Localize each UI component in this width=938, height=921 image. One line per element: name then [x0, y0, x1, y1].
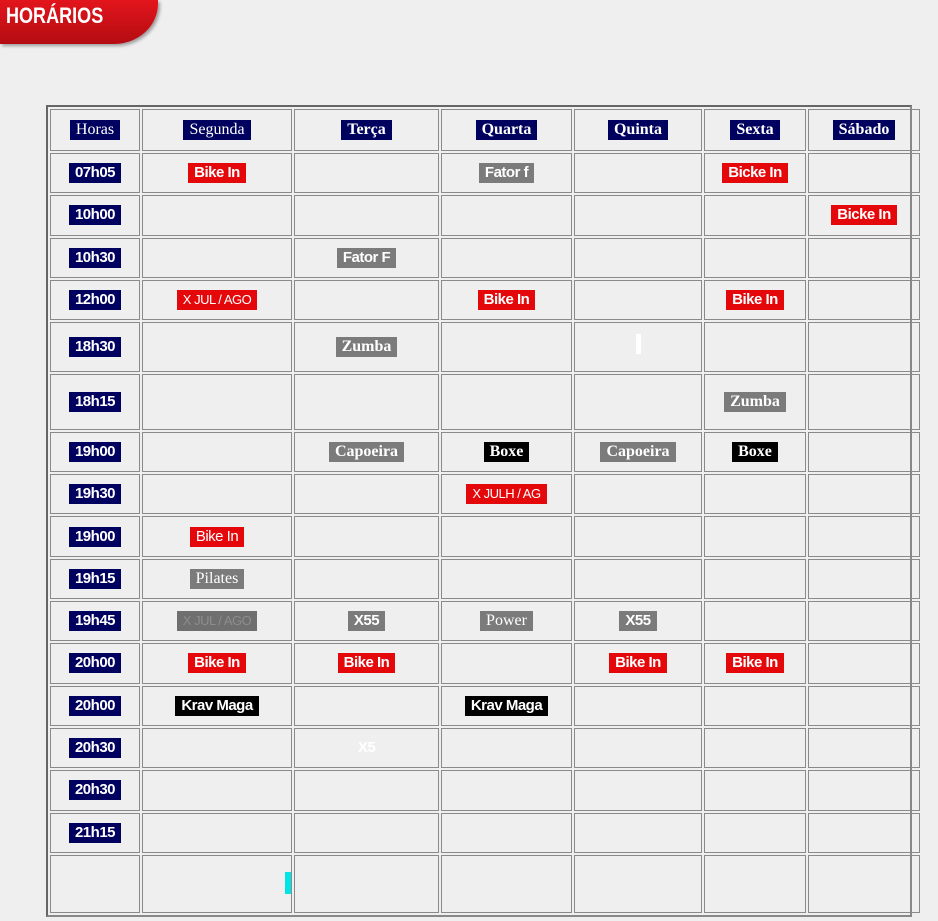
class-cell	[704, 643, 806, 683]
class-cell	[574, 559, 702, 599]
class-cell	[574, 643, 702, 683]
class-cell	[808, 195, 920, 235]
class-cell	[574, 374, 702, 430]
class-label: Bike In	[190, 527, 244, 547]
time-label: 10h30	[69, 248, 121, 268]
schedule-row	[50, 643, 920, 683]
class-cell	[294, 601, 439, 641]
class-label: Bike In	[338, 653, 396, 673]
schedule-row	[50, 195, 920, 235]
class-label: Capoeira	[329, 442, 404, 462]
class-cell	[808, 516, 920, 556]
class-label: Fator F	[337, 248, 396, 268]
class-cell	[574, 770, 702, 810]
time-cell	[50, 770, 140, 810]
class-cell	[441, 153, 572, 193]
class-cell	[441, 559, 572, 599]
class-cell	[808, 686, 920, 726]
class-label: Boxe	[484, 442, 530, 462]
class-cell	[808, 728, 920, 768]
class-cell	[704, 153, 806, 193]
schedule-row	[50, 432, 920, 472]
class-cell	[808, 432, 920, 472]
class-cell	[142, 601, 292, 641]
class-cell	[704, 855, 806, 913]
class-cell	[704, 559, 806, 599]
class-cell	[441, 374, 572, 430]
class-cell	[704, 728, 806, 768]
schedule-row	[50, 280, 920, 320]
class-cell	[142, 559, 292, 599]
class-label: Krav Maga	[175, 696, 258, 716]
class-cell	[142, 728, 292, 768]
class-cell	[574, 516, 702, 556]
time-label: 19h30	[69, 484, 121, 504]
class-cell	[294, 516, 439, 556]
class-label: Bike In	[188, 163, 246, 183]
header-wednesday: Quarta	[476, 120, 538, 140]
class-label: X JULH / AG	[466, 484, 546, 504]
class-label: Capoeira	[600, 442, 675, 462]
time-cell	[50, 643, 140, 683]
schedule-row	[50, 374, 920, 430]
class-cell	[294, 322, 439, 371]
schedule-row	[50, 516, 920, 556]
class-cell	[294, 643, 439, 683]
class-cell	[574, 855, 702, 913]
text-cursor-marker	[285, 872, 291, 894]
class-cell	[441, 601, 572, 641]
class-cell	[808, 559, 920, 599]
class-cell	[704, 770, 806, 810]
class-cell	[142, 238, 292, 278]
time-label: 10h00	[69, 205, 121, 225]
class-cell	[574, 280, 702, 320]
time-cell	[50, 855, 140, 913]
class-cell	[574, 153, 702, 193]
class-cell	[704, 601, 806, 641]
time-label: 20h30	[69, 780, 121, 800]
class-cell	[704, 686, 806, 726]
time-label: 19h15	[69, 569, 121, 589]
class-cell	[441, 432, 572, 472]
schedule-row	[50, 601, 920, 641]
class-cell	[704, 474, 806, 514]
time-label: 21h15	[69, 823, 121, 843]
class-label: Boxe	[732, 442, 778, 462]
class-cell	[294, 153, 439, 193]
class-cell	[704, 432, 806, 472]
class-label: X55	[619, 611, 656, 631]
class-label: Bicke In	[722, 163, 788, 183]
schedule-row	[50, 153, 920, 193]
class-cell	[574, 601, 702, 641]
class-cell	[808, 474, 920, 514]
class-label: Fator f	[479, 163, 534, 183]
class-cell	[704, 195, 806, 235]
time-label: 18h15	[69, 392, 121, 412]
time-label: 18h30	[69, 337, 121, 357]
class-cell	[704, 322, 806, 371]
class-cell	[441, 516, 572, 556]
class-label: X JUL / AGO	[177, 611, 257, 631]
time-cell	[50, 516, 140, 556]
class-cell	[441, 474, 572, 514]
time-cell	[50, 474, 140, 514]
class-cell	[142, 280, 292, 320]
schedule-row	[50, 770, 920, 810]
class-cell	[704, 374, 806, 430]
schedule-table-frame	[46, 105, 912, 917]
header-tuesday: Terça	[341, 120, 392, 140]
class-cell	[808, 601, 920, 641]
class-cell	[294, 432, 439, 472]
header-cell-tuesday	[294, 109, 439, 151]
class-cell	[574, 432, 702, 472]
text-cursor-marker	[636, 334, 641, 354]
class-cell	[704, 813, 806, 853]
class-cell	[808, 643, 920, 683]
time-cell	[50, 601, 140, 641]
schedule-row	[50, 238, 920, 278]
header-cell-monday	[142, 109, 292, 151]
class-cell	[441, 770, 572, 810]
header-cell-saturday	[808, 109, 920, 151]
class-cell	[142, 153, 292, 193]
class-cell	[574, 728, 702, 768]
class-cell	[142, 643, 292, 683]
class-label: Krav Maga	[465, 696, 548, 716]
schedule-row	[50, 686, 920, 726]
class-cell	[294, 770, 439, 810]
header-cell-wednesday	[441, 109, 572, 151]
schedule-row	[50, 728, 920, 768]
class-cell	[441, 280, 572, 320]
class-cell	[574, 813, 702, 853]
class-cell	[294, 813, 439, 853]
class-cell	[808, 322, 920, 371]
class-cell	[441, 195, 572, 235]
banner-title: HORÁRIOS	[6, 3, 104, 28]
time-label: 12h00	[69, 290, 121, 310]
class-label: Bike In	[726, 653, 784, 673]
time-cell	[50, 559, 140, 599]
time-label: 19h45	[69, 611, 121, 631]
time-cell	[50, 280, 140, 320]
header-saturday: Sábado	[833, 120, 896, 140]
class-cell	[704, 516, 806, 556]
class-label: Bike In	[478, 290, 536, 310]
class-cell	[808, 770, 920, 810]
time-cell	[50, 813, 140, 853]
class-cell	[574, 195, 702, 235]
class-cell	[142, 686, 292, 726]
class-label: Bicke In	[831, 205, 897, 225]
class-cell	[441, 322, 572, 371]
class-label: Bike In	[726, 290, 784, 310]
class-cell	[441, 813, 572, 853]
class-label: X JUL / AGO	[177, 290, 257, 310]
class-cell	[294, 195, 439, 235]
class-label: Zumba	[336, 337, 398, 357]
schedule-row	[50, 855, 920, 913]
schedule-row	[50, 813, 920, 853]
class-cell	[808, 280, 920, 320]
header-cell-thursday	[574, 109, 702, 151]
schedule-table	[48, 107, 922, 915]
time-label: 19h00	[69, 442, 121, 462]
time-label: 19h00	[69, 527, 121, 547]
class-cell	[441, 643, 572, 683]
class-cell	[294, 238, 439, 278]
schedule-row	[50, 322, 920, 371]
time-label: 20h30	[69, 738, 121, 758]
class-cell	[441, 855, 572, 913]
class-label: X55	[348, 611, 385, 631]
class-cell	[294, 728, 439, 768]
time-cell	[50, 322, 140, 371]
schedule-row	[50, 474, 920, 514]
class-cell	[142, 374, 292, 430]
class-cell	[704, 280, 806, 320]
class-cell	[142, 813, 292, 853]
class-cell	[294, 855, 439, 913]
time-cell	[50, 432, 140, 472]
schedule-row	[50, 559, 920, 599]
class-cell	[294, 686, 439, 726]
time-cell	[50, 195, 140, 235]
class-cell	[142, 195, 292, 235]
header-row	[50, 109, 920, 151]
class-cell	[142, 474, 292, 514]
time-cell	[50, 238, 140, 278]
time-cell	[50, 686, 140, 726]
class-cell	[441, 238, 572, 278]
class-cell	[142, 516, 292, 556]
class-label: Zumba	[724, 392, 786, 412]
class-cell	[808, 153, 920, 193]
time-cell	[50, 728, 140, 768]
class-cell	[574, 686, 702, 726]
header-monday: Segunda	[183, 120, 250, 140]
class-cell	[294, 280, 439, 320]
class-cell	[808, 238, 920, 278]
time-label: 07h05	[69, 163, 121, 183]
class-label: Power	[480, 611, 533, 631]
class-cell	[142, 432, 292, 472]
class-cell	[808, 374, 920, 430]
class-cell	[294, 474, 439, 514]
class-cell	[294, 559, 439, 599]
section-banner	[0, 0, 158, 44]
header-cell-friday	[704, 109, 806, 151]
class-cell	[808, 855, 920, 913]
class-cell	[142, 770, 292, 810]
header-thursday: Quinta	[608, 120, 668, 140]
class-cell	[142, 322, 292, 371]
class-label: Bike In	[188, 653, 246, 673]
class-cell	[704, 238, 806, 278]
time-cell	[50, 374, 140, 430]
class-cell	[574, 474, 702, 514]
class-cell	[294, 374, 439, 430]
class-label: Bike In	[609, 653, 667, 673]
header-cell-hours	[50, 109, 140, 151]
class-cell	[808, 813, 920, 853]
class-cell	[574, 322, 702, 371]
header-hours: Horas	[70, 120, 120, 140]
time-cell	[50, 153, 140, 193]
time-label: 20h00	[69, 696, 121, 716]
class-label: Pilates	[190, 569, 245, 589]
header-friday: Sexta	[730, 120, 779, 140]
class-cell	[142, 855, 292, 913]
class-cell	[441, 686, 572, 726]
time-label: 20h00	[69, 653, 121, 673]
class-cell	[574, 238, 702, 278]
class-cell	[441, 728, 572, 768]
class-label: X5	[357, 739, 376, 757]
